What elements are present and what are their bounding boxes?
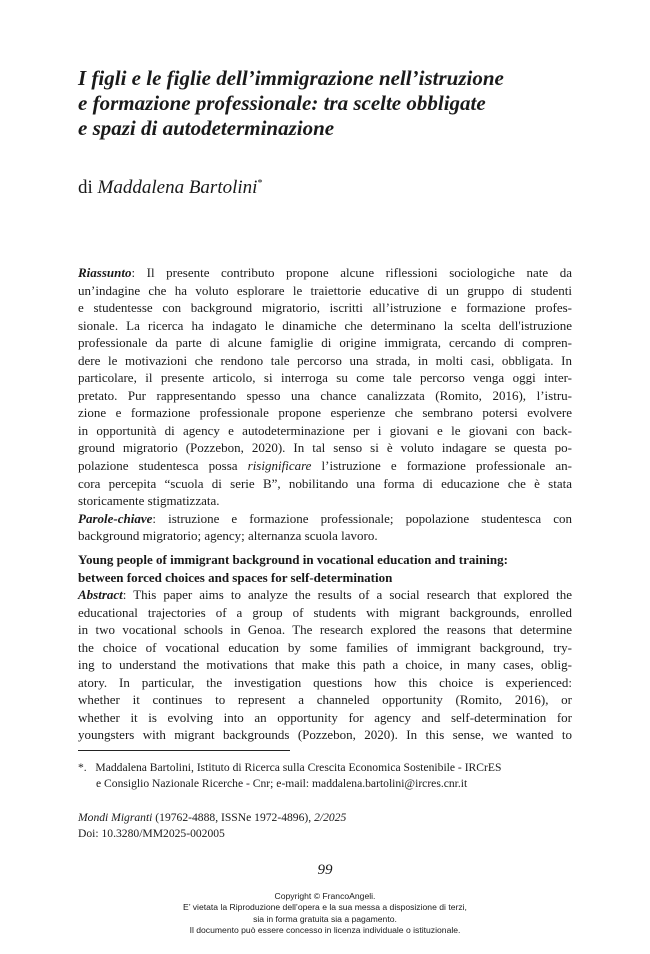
keywords-label: Parole-chiave [78, 510, 153, 526]
riassunto-line: un’indagine che ha voluto esplorare le traiettorie educative di un gruppo di studenti [78, 282, 572, 298]
english-title-line: Young people of immigrant background in vocational education and training: [78, 552, 508, 567]
riassunto-line: ground migratorio (Pozzebon, 2020). In tal senso si è voluto indagare se questa po- [78, 440, 572, 456]
abstract-line: educational trajectories of a group of students with migrant backgrounds, enrolled [78, 604, 572, 620]
abstract-line: in two vocational schools in Genoa. The research explored the reasons that determine [78, 622, 572, 638]
journal-issn: (19762-4888, ISSNe 1972-4896), [152, 811, 315, 824]
english-title-line: between forced choices and spaces for self-determination [78, 569, 393, 585]
abstract-line: youngsters with migrant backgrounds (Pozzebon, 2020). In this sense, we wanted to [78, 727, 572, 743]
footnote-divider [78, 750, 290, 751]
riassunto-line: e studentesse con background migratorio, iscritti all’istruzione e formazione profes- [78, 300, 572, 316]
article-title-line: e spazi di autodeterminazione [78, 116, 335, 140]
riassunto-line: pretato. Pur rappresentando spesso una chance canalizzata (Romito, 2016), l’istru- [78, 387, 572, 403]
riassunto-line: storicamente stigmatizzata. [78, 493, 220, 509]
riassunto-line: sionale. La ricerca ha indagato le dinamiche che determinano la scelta dell'istruzione [78, 317, 572, 333]
riassunto-line: particolare, il presente articolo, si interroga su come tale percorso venga oggi inter- [78, 370, 572, 386]
riassunto-line: in opportunità di agency e autodeterminazione per i giovani e le giovani con back- [78, 422, 572, 438]
article-title-line: I figli e le figlie dell’immigrazione nell’istruzione [78, 66, 504, 90]
journal-info [78, 810, 346, 841]
article-title-line: e formazione professionale: tra scelte obbligate [78, 91, 486, 115]
keywords-line: Parole-chiave: istruzione e formazione professionale; popolazione studentesca con [78, 510, 572, 526]
copyright-notice [0, 891, 650, 936]
copyright-line: sia in forma gratuita sia a pagamento. [253, 913, 397, 924]
abstract-line: ing to understand the motivations that make this path a choice, in many cases, oblig- [78, 657, 572, 673]
copyright-line: E’ vietata la Riproduzione dell’opera e la sua messa a disposizione di terzi, [183, 902, 467, 913]
journal-issue: 2/2025 [314, 811, 347, 824]
riassunto-line: Riassunto: Il presente contributo propone alcune riflessioni sociologiche nate da [78, 265, 572, 280]
footnote-marker: *. [78, 761, 87, 774]
footnote-line: Maddalena Bartolini, Istituto di Ricerca sulla Crescita Economica Sostenibile - IRCrES [95, 761, 502, 774]
byline-prefix: di [78, 177, 93, 198]
abstract-line: whether it continues to represent a channeled opportunity (Romito, 2016), or [78, 692, 572, 708]
riassunto-label: Riassunto [78, 265, 132, 280]
abstract-line: whether it is evolving into an opportunity for agency and self-determination for [78, 709, 572, 725]
riassunto-line: cora percepita “scuola di serie B”, nobilitando una forma di educazione che è stata [78, 475, 572, 491]
emphasis: risignificare [247, 458, 312, 474]
abstract-line: Abstract: This paper aims to analyze the results of a social research that explored the [78, 587, 572, 603]
author-footnote [78, 760, 572, 791]
page-number: 99 [317, 862, 333, 878]
riassunto-line: zione e formazione professionale propone esperienze che sembrano potersi evolvere [78, 405, 572, 421]
keywords-line: background migratorio; agency; alternanza scuola lavoro. [78, 528, 378, 544]
byline [78, 173, 262, 199]
riassunto-line: dere le motivazioni che rendono tale percorso una strada, in molti casi, obbligata. In [78, 352, 572, 368]
footnote-line: e Consiglio Nazionale Ricerche - Cnr; e-mail: maddalena.bartolini@ircres.cnr.it [96, 776, 468, 790]
abstract-line: the choice of vocational education by some families of immigrant background, try- [78, 639, 572, 655]
author-footnote-mark: * [257, 178, 263, 189]
copyright-line: Copyright © FrancoAngeli. [274, 891, 376, 901]
abstract-label: Abstract [78, 587, 123, 603]
riassunto-line: professionale da parte di alcune famiglie di origine immigrata, cercando di compren- [78, 335, 572, 351]
abstract-line: atory. In particular, the investigation questions how this choice is experienced: [78, 674, 572, 690]
article-title [78, 66, 578, 141]
english-abstract-section [78, 551, 572, 744]
riassunto-section [78, 264, 572, 545]
journal-name: Mondi Migranti [78, 811, 153, 824]
copyright-line: Il documento può essere concesso in licenza individuale o istituzionale. [189, 924, 461, 935]
journal-doi: Doi: 10.3280/MM2025-002005 [78, 826, 225, 840]
author-name: Maddalena Bartolini [97, 177, 258, 198]
riassunto-line: polazione studentesca possa risignificare l’istruzione e formazione professionale an- [78, 458, 573, 474]
